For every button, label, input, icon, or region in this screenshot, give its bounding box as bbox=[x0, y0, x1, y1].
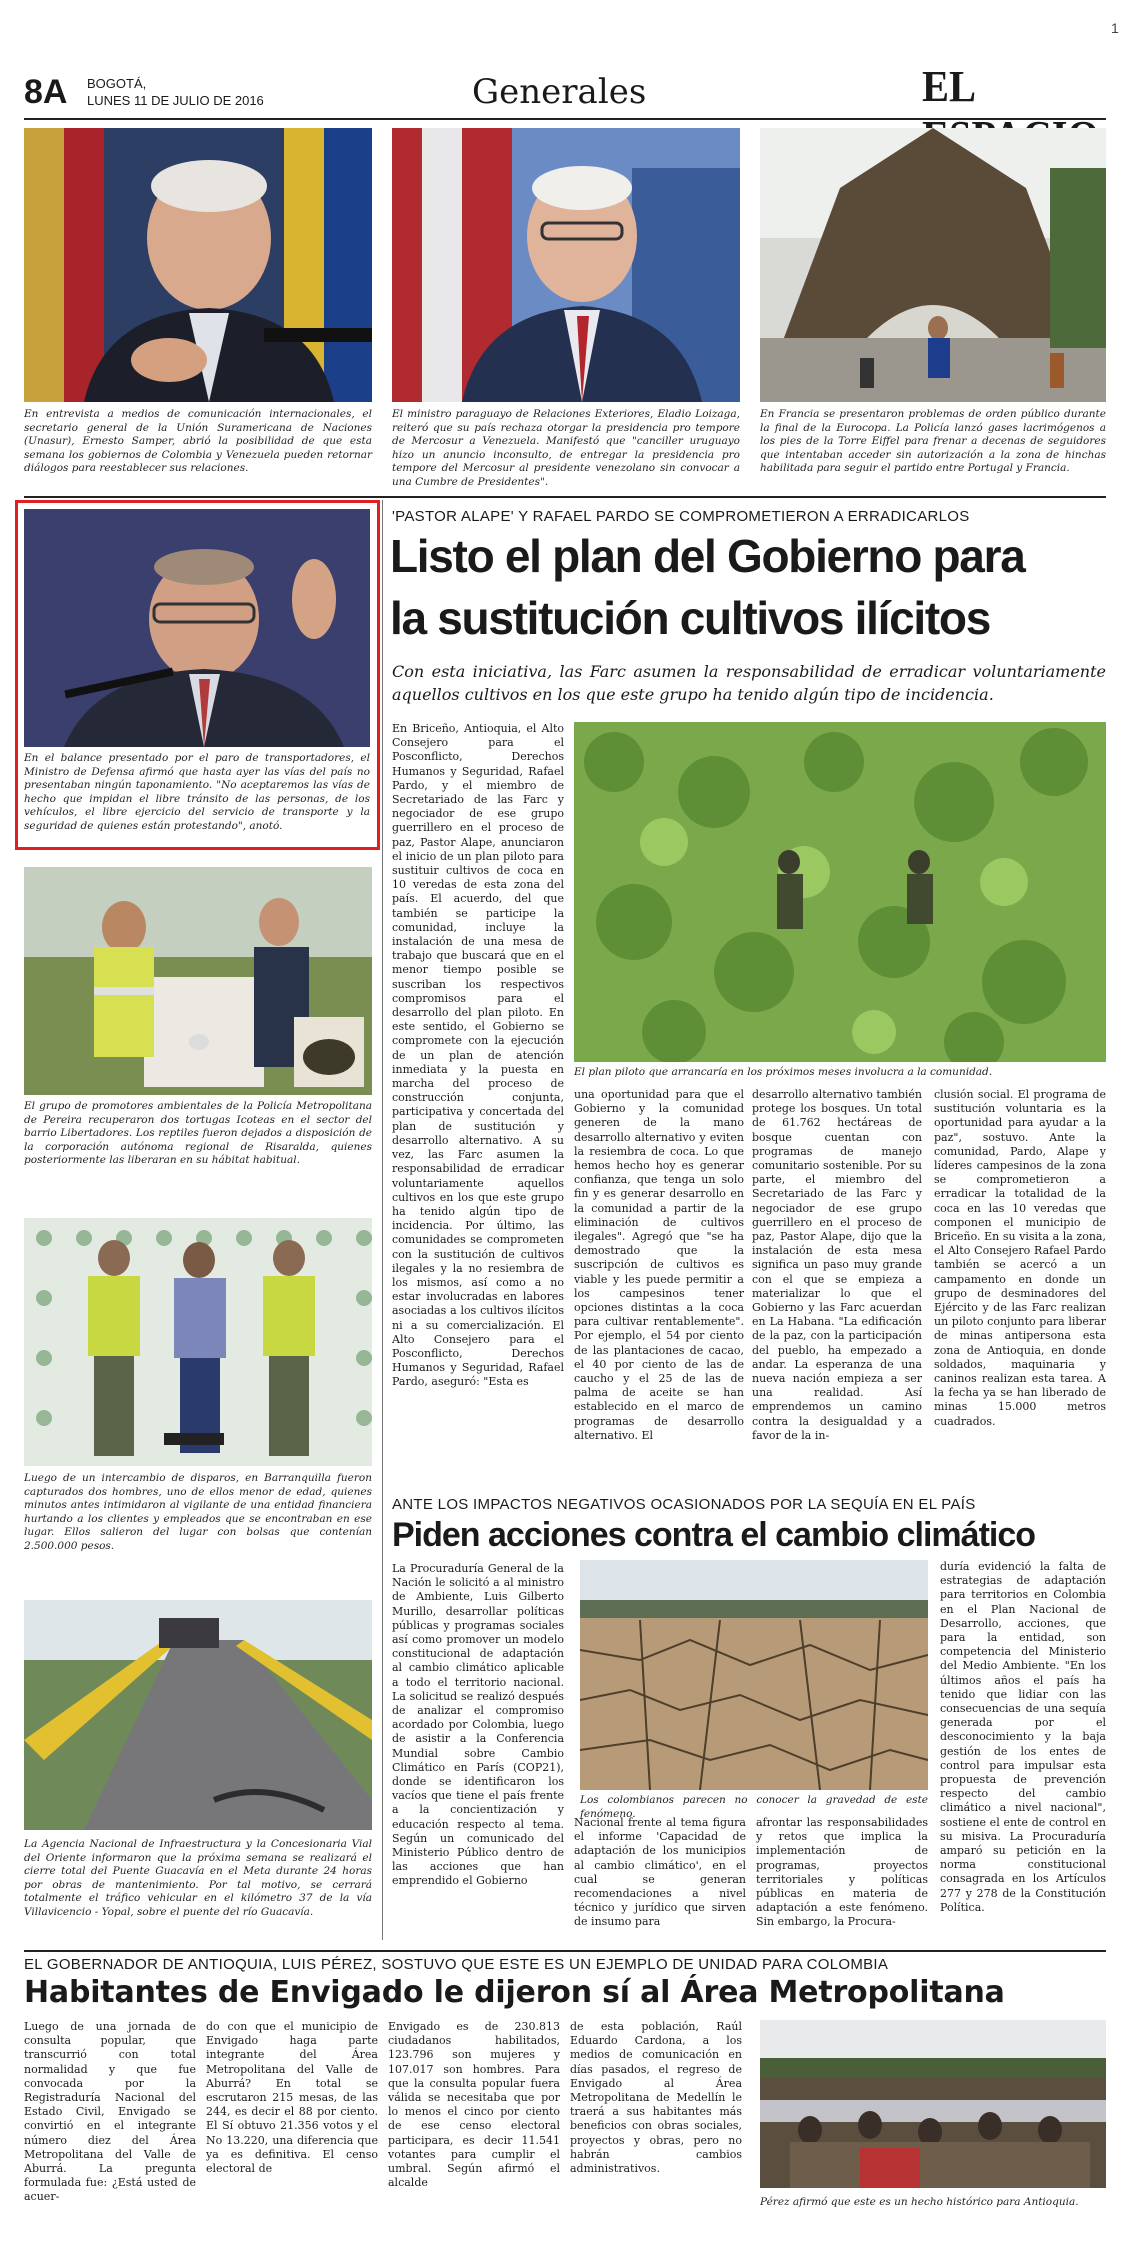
samper-caption: En entrevista a medios de comunicación internacionales, el secretario general de la Unión Suramericana de Naciones (Unasur), Ernesto Samper, abrió la posibilidad de que esta semana los gobiernos de Colombia y Venezuela pueden retornar diálogos para reestablecer sus relaciones. bbox=[24, 408, 372, 474]
turtles-caption: El grupo de promotores ambientales de la Policía Metropolitana de Pereira recuperaron dos tortugas Icoteas en el sector del barrio Libertadores. Los reptiles fueron dejados a disposición de la corporación autónoma regional de Risaralda, quienes posteriormente las liberaran en su hábitat habitual. bbox=[24, 1100, 372, 1166]
header-date: LUNES 11 DE JULIO DE 2016 bbox=[87, 93, 264, 108]
climate-col-4: duría evidenció la falta de estrategias de adaptación para territorios en Colombia en el Plan Nacional de Desarrollo, acciones, que para la entidad, son competencia del Ministerio del Medio Ambiente. "En los últimos años el país ha tenido que lidiar con las consecuencias de una sequía generada por el desconocimiento y la baja gestión de los entes de control para impulsar esta propuesta de prevención respecto del cambio climático a nivel nacional", sostiene el ente de control en su misiva. La Procuraduría amparó su petición en la norma constitucional consagrada en los Artículos 277 y 278 de la Constitución Política. bbox=[940, 1560, 1106, 1914]
envigado-rule bbox=[24, 1950, 1106, 1952]
envigado-photo bbox=[760, 2020, 1106, 2188]
main-col-3: desarrollo alternativo también protege los bosques. Un total de 61.762 hectáreas de bosque cuentan con programas de manejo comunitario sostenible. Por su parte, el miembro del Secretariado de las Farc y negociador de ese grupo guerrillero en el proceso de paz, Pastor Alape, dijo que la instalación de esta mesa significa un paso muy grande con el que se empieza a materializar lo que el Gobierno y las Farc acuerdan en La Habana. "La edificación de la paz, con la participación del pueblo, ha empezado a andar. La esperanza de una nueva nación empieza a ser una realidad. Así emprendemos un camino contra la desigualdad y a favor de la in- bbox=[752, 1088, 922, 1442]
minister-caption: En el balance presentado por el paro de transportadores, el Ministro de Defensa afirmó que hasta ayer las vías del país no presentaban ningún taponamiento. "No aceptaremos las vías de hecho que impidan el libre tránsito de las personas, de los vehículos, el libre ejercicio del servicio de transporte y la seguridad de quienes están protestando", anotó. bbox=[24, 752, 370, 832]
main-col-2: una oportunidad para que el Gobierno y la comunidad generen de la mano desarrollo alternativo y eviten la resiembra de coca. Lo que hemos hecho hoy es generar confianza, que tenga un solo fin y es generar desarrollo en la comunidad a partir de la eliminación de cultivos ilegales". Agregó que "se ha demostrado que la suscripción de cultivos es viable y les puede permitir a los campesinos tener opciones distintas a la coca para cultivar rentablemente". Por ejemplo, el 54 por ciento de las plantaciones de cacao, el 40 por ciento de las de caucho y el 25 de las de palma de aceite se han establecido en el marco de programas de desarrollo alternativo. El bbox=[574, 1088, 744, 1442]
drought-photo bbox=[580, 1560, 928, 1790]
masthead: EL bbox=[922, 62, 974, 111]
top-row-rule bbox=[24, 496, 1106, 498]
main-kicker: 'PASTOR ALAPE' Y RAFAEL PARDO SE COMPROMETIERON A ERRADICARLOS bbox=[392, 508, 970, 525]
climate-col-1: La Procuraduría General de la Nación le solicitó a al ministro de Ambiente, Luis Gilberto Murillo, desarrollar políticas públicas y programas sociales así como promover un modelo constitucional de adaptación al cambio climático aplicable a todo el territorio nacional. La solicitud se realizó después de analizar el compromiso acordado por Colombia, luego de asistir a la Conferencia Mundial sobre Cambio Climático en París (COP21), donde se identificaron los vacíos que tiene el país frente a la concientización y educación respecto al tema. Según un comunicado del Ministerio Público dentro de las acciones que han emprendido el Gobierno bbox=[392, 1562, 564, 1888]
envigado-col-2: do con que el municipio de Envigado haga parte integrante del Área Metropolitana del Valle de Aburrá? En total se escrutaron 215 mesas, de las 244, es decir el 88 por ciento. El Sí obtuvo 21.356 votos y el No 13.220, una diferencia que ya es definitiva. El censo electoral de bbox=[206, 2020, 378, 2176]
climate-col-2: Nacional frente al tema figura el informe 'Capacidad de adaptación de los municipios al cambio climático', en el cual se generan recomendaciones a nivel técnico y jurídico que sirven de insumo para bbox=[574, 1816, 746, 1929]
minister-photo bbox=[24, 509, 370, 747]
main-headline-1: Listo el plan del Gobierno para bbox=[390, 530, 1025, 582]
envigado-col-3: Envigado es de 230.813 ciudadanos habilitados, 123.796 son mujeres y 107.017 son hombres. Para que la consulta popular fuera válida se necesitaba que por lo menos el cinco por ciento de ese censo electoral participara, es decir 11.541 votantes para cumplir el umbral. Según afirmó el alcalde bbox=[388, 2020, 560, 2190]
envigado-col-4: de esta población, Raúl Eduardo Cardona, a los medios de comunicación en días pasados, el regreso de Envigado al Área Metropolitana de Medellín le traerá a sus habitantes más beneficios con obras sociales, proyectos y obras, pero no habrán cambios administrativos. bbox=[570, 2020, 742, 2176]
arrest-photo bbox=[24, 1218, 372, 1466]
left-column-divider bbox=[382, 500, 383, 1940]
loizaga-photo bbox=[392, 128, 740, 402]
bridge-caption: La Agencia Nacional de Infraestructura y la Concesionaria Vial del Oriente informaron que la próxima semana se realizará el cierre total del Puente Guacavía en el Meta durante 24 horas por obras de mantenimiento. Por tal motivo, se cerrará totalmente el tráfico vehicular en el kilómetro 37 de la vía Villavicencio - Yopal, sobre el puente del río Guacavía. bbox=[24, 1838, 372, 1918]
loizaga-caption: El ministro paraguayo de Relaciones Exteriores, Eladio Loizaga, reiteró que su país rechaza otorgar la presidencia pro tempore de Mercosur a Venezuela. Manifestó que "canciller uruguayo hizo un anuncio inconsulto, de entregar la presidencia pro tempore del Mercosur al presidente venezolano sin convocar a una Cumbre de Presidentes". bbox=[392, 408, 740, 488]
samper-photo bbox=[24, 128, 372, 402]
eiffel-photo bbox=[760, 128, 1106, 402]
header-city: BOGOTÁ, bbox=[87, 76, 147, 91]
envigado-caption: Pérez afirmó que este es un hecho histórico para Antioquia. bbox=[760, 2196, 1079, 2208]
arrest-caption: Luego de un intercambio de disparos, en Barranquilla fueron capturados dos hombres, uno de ellos menor de edad, quienes minutos antes intimidaron al vigilante de una entidad financiera hurtando a los clientes y empleados que se encontraban en ese lugar. Ellos salieron del lugar con bolsas que contenían 2.500.000 pesos. bbox=[24, 1472, 372, 1552]
drought-caption: Los colombianos parecen no conocer la gravedad de este fenómeno. bbox=[580, 1794, 928, 1820]
bridge-photo bbox=[24, 1600, 372, 1830]
page-number: 8A bbox=[24, 73, 68, 111]
envigado-kicker: EL GOBERNADOR DE ANTIOQUIA, LUIS PÉREZ, SOSTUVO QUE ESTE ES UN EJEMPLO DE UNIDAD PARA COLOMBIA bbox=[24, 1956, 889, 1973]
eiffel-caption: En Francia se presentaron problemas de orden público durante la final de la Eurocopa. La Policía lanzó gases lacrimógenos a los pies de la Torre Eiffel para frenar a decenas de seguidores que intentaban acceder sin autorización a la zona de hinchas habilitada para seguir el partido entre Portugal y Francia. bbox=[760, 408, 1106, 474]
climate-kicker: ANTE LOS IMPACTOS NEGATIVOS OCASIONADOS POR LA SEQUÍA EN EL PAÍS bbox=[392, 1496, 976, 1513]
main-col-1: En Briceño, Antioquia, el Alto Consejero para el Posconflicto, Derechos Humanos y Seguridad, Rafael Pardo, y el miembro de Secretariado de las Farc y negociador de ese grupo guerrillero en el proceso de paz, Pastor Alape, anunciaron el inicio de un plan piloto para sustituir cultivos de coca en 10 veredas de esta zona del país. El acuerdo, del que también se participe la comunidad, incluye la instalación de una mesa de trabajo que buscará que en el menor tiempo posible se suscriban los respectivos compromisos para el desarrollo del plan piloto. En este sentido, el Gobierno se compromete con la ejecución de un plan de atención inmediata y la puesta en marcha del proceso de construcción conjunta, participativa y concertada del plan de sustitución y desarrollo alternativo. A su vez, las Farc asumen la responsabilidad de erradicar voluntariamente aquellos cultivos en los que este grupo ha tenido algún tipo de incidencia. Por último, las comunidades se comprometen con la sustitución de cultivos ilegales y la no resiembra de los mismos, así como a no estar involucradas en labores asociadas a los cultivos ilícitos ni a su comercialización. El Alto Consejero para el Posconflicto, Derechos Humanos y Seguridad, Rafael Pardo, aseguró: "Esta es bbox=[392, 722, 564, 1389]
side-mark: 1 bbox=[1111, 20, 1119, 36]
section-title: Generales bbox=[472, 72, 647, 112]
farc-field-photo bbox=[574, 722, 1106, 1062]
main-col-4: clusión social. El programa de sustitución voluntaria es la oportunidad para ayudar a la paz", sostuvo. Ante la comunidad, Pardo, Alape y líderes campesinos de la zona se comprometieron a erradicar la totalidad de la coca en las 10 veredas que componen el municipio de Briceño. En su visita a la zona, el Alto Consejero Rafael Pardo también se acercó a un campamento en donde un grupo de desminadores del Ejército y de las Farc realizan un piloto conjunto para liberar de minas antipersona esta zona de Antioquia, en donde soldados, maquinaria y caninos realizan esta tarea. A la fecha ya se han liberado de minas 15.000 metros cuadrados. bbox=[934, 1088, 1106, 1428]
main-deck: Con esta iniciativa, las Farc asumen la responsabilidad de erradicar voluntariamente aquellos cultivos en los que este grupo ha tenido algún tipo de incidencia. bbox=[392, 662, 1106, 704]
farc-field-caption: El plan piloto que arrancaría en los próximos meses involucra a la comunidad. bbox=[574, 1066, 993, 1078]
climate-col-3: afrontar las responsabilidades y retos que implica la implementación de programas, proyectos territoriales y políticas públicas en materia de adaptación a este fenómeno. Sin embargo, la Procura- bbox=[756, 1816, 928, 1929]
main-headline-2: la sustitución cultivos ilícitos bbox=[390, 592, 990, 644]
envigado-headline: Habitantes de Envigado le dijeron sí al Área Metropolitana bbox=[24, 1975, 1005, 2010]
header-rule bbox=[24, 118, 1106, 120]
envigado-col-1: Luego de una jornada de consulta popular, que transcurrió con total normalidad y que fue convocada por la Registraduría Nacional del Estado Civil, Envigado se convirtió en el integrante número diez del Área Metropolitana del Valle de Aburrá. La pregunta formulada fue: ¿Está usted de acuer- bbox=[24, 2020, 196, 2204]
climate-headline: Piden acciones contra el cambio climático bbox=[392, 1516, 1036, 1554]
turtles-photo bbox=[24, 867, 372, 1095]
